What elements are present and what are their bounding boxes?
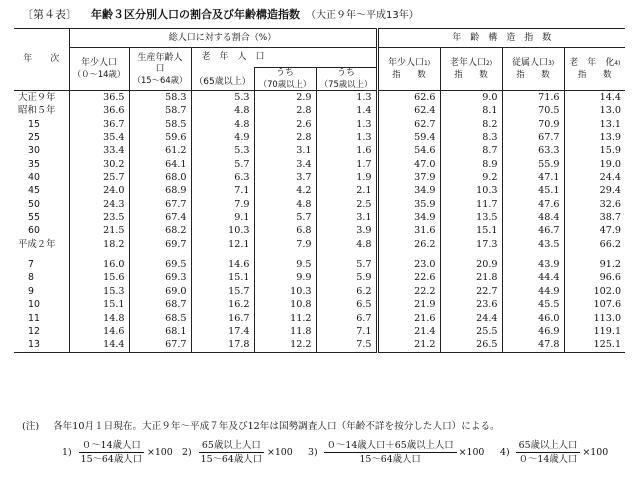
numerator: ０〜14歳人口 [79,439,144,453]
share-group-header: 総人口に対する割合（%） [69,29,377,48]
year-cell: 30 [28,145,40,157]
idx-young-label: 年少人口 [387,58,424,68]
idx-old-header [440,48,502,91]
idx-old-label: 老年人口 [449,58,486,68]
formula-2 [182,434,293,470]
value-cell: 45.1 [502,184,564,197]
denominator: 15〜64歳人口 [359,453,421,465]
spacer-cell [129,251,191,258]
table-row [14,104,625,117]
denominator: 15〜64歳人口 [80,453,142,465]
value-cell: 17.4 [191,325,254,338]
value-cell: 22.6 [377,271,440,284]
spacer-cell [502,251,564,258]
year-cell: 7 [28,259,34,271]
year-cell: 45 [28,185,40,197]
year-header: 年 次 [14,29,69,91]
value-cell: 3.4 [254,158,316,171]
table-row [14,224,625,237]
value-cell: 22.2 [377,285,440,298]
value-cell: 70.9 [502,118,564,131]
value-cell: 12.1 [191,238,254,251]
year-cell: 15 [28,118,40,130]
value-cell: 2.8 [254,131,316,144]
year-cell: 平成２年 [18,238,56,250]
old70-label: うち [275,68,294,78]
value-cell: 9.2 [440,171,502,184]
value-cell: 16.7 [191,312,254,325]
value-cell: 47.1 [502,171,564,184]
working-header [129,48,201,91]
idx-old-sub: 指 数 [454,69,488,79]
value-cell: 36.5 [69,91,129,105]
footnote-text: 各年10月１日現在。大正９年〜平成７年及び12年は国勢調査人口（年齢不詳を按分した人口）による。 [53,421,500,432]
value-cell: 1.9 [316,171,377,184]
value-cell: 35.9 [377,198,440,211]
value-cell: 47.0 [377,158,440,171]
value-cell: 64.1 [129,158,191,171]
value-cell: 14.6 [191,258,254,271]
value-cell: 55.9 [502,158,564,171]
value-cell: 96.6 [564,271,625,284]
value-cell: 68.9 [129,184,191,197]
old75-label: うち [337,68,356,78]
value-cell: 5.7 [316,258,377,271]
table-row [14,298,625,311]
value-cell: 68.1 [129,325,191,338]
value-cell: 14.8 [69,312,129,325]
value-cell: 68.0 [129,171,191,184]
year-cell: 12 [28,325,40,337]
value-cell: 62.4 [377,104,440,117]
value-cell: 47.8 [502,338,564,352]
idx-aging-label: 老 年 化 [569,58,615,68]
value-cell: 34.9 [377,211,440,224]
value-cell: 37.9 [377,171,440,184]
table-row [14,171,625,184]
value-cell: 125.1 [564,338,625,352]
row-spacer [14,251,625,258]
value-cell: 3.9 [316,224,377,237]
value-cell: 21.5 [69,224,129,237]
table-period: （大正９年〜平成13年） [306,10,419,21]
idx-aging-note: 4) [614,60,621,67]
table-row [14,238,625,251]
value-cell: 69.0 [129,285,191,298]
value-cell: 21.9 [377,298,440,311]
value-cell: 21.4 [377,325,440,338]
value-cell: 31.6 [377,224,440,237]
value-cell: 59.4 [377,131,440,144]
idx-dep-label: 従属人口 [511,58,548,68]
old-header: 老 年 人 口 [191,48,377,68]
value-cell: 4.8 [191,118,254,131]
year-cell: 10 [28,299,40,311]
old75-header [316,68,377,91]
value-cell: 44.4 [502,271,564,284]
year-cell: 40 [28,172,40,184]
table-row [14,312,625,325]
value-cell: 58.3 [129,91,191,105]
value-cell: 8.1 [440,104,502,117]
year-cell: 11 [28,312,40,324]
multiplier: ×100 [146,446,173,458]
value-cell: 5.3 [191,144,254,157]
table-row [14,158,625,171]
value-cell: 15.1 [440,224,502,237]
value-cell: 7.9 [254,238,316,251]
value-cell: 4.8 [191,104,254,117]
value-cell: 9.0 [440,91,502,105]
table-row [14,338,625,352]
denominator: ０〜14歳人口 [518,453,578,465]
table-number: 〔第４表〕 [22,8,77,21]
fraction [198,439,265,466]
value-cell: 62.6 [377,91,440,105]
year-cell: 9 [28,285,34,297]
year-cell: 8 [28,272,34,284]
formula-index: 1) [62,446,72,458]
table-main-title: 年齢３区分別人口の割合及び年齢構造指数 [91,8,300,21]
value-cell: 21.2 [377,338,440,352]
value-cell: 2.8 [254,104,316,117]
value-cell: 6.2 [316,285,377,298]
value-cell: 2.6 [254,118,316,131]
value-cell: 26.5 [440,338,502,352]
value-cell: 67.7 [129,338,191,352]
value-cell: 71.6 [502,91,564,105]
value-cell: 58.5 [129,118,191,131]
value-cell: 1.3 [316,91,377,105]
value-cell: 15.6 [69,271,129,284]
formula-index: 2) [182,446,192,458]
value-cell: 23.5 [69,211,129,224]
value-cell: 9.1 [191,211,254,224]
table-row [14,118,625,131]
value-cell: 14.6 [69,325,129,338]
value-cell: 24.4 [564,171,625,184]
value-cell: 62.7 [377,118,440,131]
year-cell: 大正９年 [18,92,56,103]
idx-dep-note: 3) [547,60,555,67]
table-row [14,271,625,284]
value-cell: 10.3 [440,184,502,197]
value-cell: 4.9 [191,131,254,144]
table-body [14,91,625,353]
value-cell: 7.1 [191,184,254,197]
value-cell: 6.8 [254,224,316,237]
formula-4 [500,434,608,470]
value-cell: 34.9 [377,184,440,197]
value-cell: 14.4 [564,91,625,105]
value-cell: 38.7 [564,211,625,224]
spacer-cell [564,251,625,258]
idx-dep-header [502,48,564,91]
value-cell: 48.4 [502,211,564,224]
value-cell: 1.6 [316,144,377,157]
value-cell: 19.0 [564,158,625,171]
spacer-cell [254,251,316,258]
multiplier: ×100 [458,446,485,458]
value-cell: 15.3 [69,285,129,298]
denominator: 15〜64歳人口 [200,453,262,465]
year-cell: 昭和５年 [18,105,56,117]
value-cell: 6.5 [316,298,377,311]
value-cell: 44.9 [502,285,564,298]
value-cell: 1.7 [316,158,377,171]
value-cell: 12.2 [254,338,316,352]
value-cell: 25.7 [69,171,129,184]
value-cell: 69.7 [129,238,191,251]
year-cell: 13 [14,338,69,352]
value-cell: 17.3 [440,238,502,251]
value-cell: 18.2 [69,238,129,251]
value-cell: 13.5 [440,211,502,224]
value-cell: 30.2 [69,158,129,171]
table-title [22,6,419,22]
idx-young-header [377,48,440,91]
value-cell: 36.7 [69,118,129,131]
table-row [14,258,625,271]
formula-3 [308,434,484,470]
fraction [324,439,457,466]
value-cell: 23.6 [440,298,502,311]
spacer-cell [377,251,440,258]
value-cell: 54.6 [377,144,440,157]
spacer-cell [14,251,69,258]
spacer-cell [69,251,129,258]
value-cell: 47.9 [564,224,625,237]
value-cell: 15.9 [564,144,625,157]
value-cell: 6.3 [191,171,254,184]
old75-range: （75歳以上） [319,79,373,89]
population-table [14,28,625,353]
value-cell: 7.1 [316,325,377,338]
value-cell: 47.6 [502,198,564,211]
value-cell: 9.9 [254,271,316,284]
value-cell: 5.7 [254,211,316,224]
table-row [14,285,625,298]
young-label: 年少人口 [80,58,117,68]
table-row [14,184,625,197]
value-cell: 113.0 [564,312,625,325]
formula-1 [62,434,173,470]
value-cell: 46.0 [502,312,564,325]
multiplier: ×100 [582,446,609,458]
value-cell: 107.6 [564,298,625,311]
footnote-label: (注) [22,421,40,432]
spacer-cell [440,251,502,258]
numerator: 65歳以上人口 [199,439,264,453]
value-cell: 4.2 [254,184,316,197]
value-cell: 91.2 [564,258,625,271]
fraction [78,439,145,466]
value-cell: 17.8 [191,338,254,352]
value-cell: 68.5 [129,312,191,325]
value-cell: 7.5 [316,338,377,352]
working-range: （15〜64歳） [132,74,188,85]
value-cell: 102.0 [564,285,625,298]
value-cell: 59.6 [129,131,191,144]
idx-aging-header [564,48,625,91]
value-cell: 15.1 [191,271,254,284]
value-cell: 1.4 [316,104,377,117]
value-cell: 66.2 [564,238,625,251]
value-cell: 35.4 [69,131,129,144]
value-cell: 3.7 [254,171,316,184]
index-group-header: 年 齢 構 造 指 数 [377,29,625,48]
value-cell: 1.3 [316,131,377,144]
value-cell: 2.1 [316,184,377,197]
year-cell: 35 [28,158,40,170]
value-cell: 61.2 [129,144,191,157]
table-row [14,325,625,338]
value-cell: 67.7 [502,131,564,144]
young-header [69,48,129,91]
value-cell: 10.3 [254,285,316,298]
value-cell: 45.5 [502,298,564,311]
value-cell: 36.6 [69,104,129,117]
value-cell: 24.0 [69,184,129,197]
value-cell: 15.1 [69,298,129,311]
value-cell: 4.8 [316,238,377,251]
value-cell: 6.7 [316,312,377,325]
old-range-header: （65歳以上） [191,68,254,91]
value-cell: 5.7 [191,158,254,171]
value-cell: 33.4 [69,144,129,157]
value-cell: 5.3 [191,91,254,105]
value-cell: 21.6 [377,312,440,325]
value-cell: 46.9 [502,325,564,338]
value-cell: 9.5 [254,258,316,271]
fraction [516,439,581,466]
value-cell: 68.7 [129,298,191,311]
value-cell: 67.4 [129,211,191,224]
old70-header [254,68,316,91]
value-cell: 70.5 [502,104,564,117]
year-cell: 60 [28,225,40,237]
value-cell: 119.1 [564,325,625,338]
formula-index: 4) [500,446,510,458]
value-cell: 67.7 [129,198,191,211]
table-row [14,211,625,224]
value-cell: 15.7 [191,285,254,298]
value-cell: 16.2 [191,298,254,311]
value-cell: 11.8 [254,325,316,338]
numerator: ０〜14歳人口＋65歳以上人口 [324,439,457,453]
value-cell: 25.5 [440,325,502,338]
value-cell: 26.2 [377,238,440,251]
index-formulas [22,434,632,470]
table-row [14,198,625,211]
old70-range: （70歳以上） [258,79,312,89]
value-cell: 3.1 [254,144,316,157]
year-cell: 25 [28,132,40,144]
value-cell: 14.4 [69,338,129,352]
value-cell: 29.4 [564,184,625,197]
value-cell: 24.4 [440,312,502,325]
value-cell: 69.5 [129,258,191,271]
value-cell: 58.7 [129,104,191,117]
value-cell: 2.5 [316,198,377,211]
idx-aging-sub: 指 数 [578,69,612,79]
value-cell: 24.3 [69,198,129,211]
spacer-cell [191,251,254,258]
value-cell: 8.7 [440,144,502,157]
value-cell: 10.3 [191,224,254,237]
value-cell: 10.8 [254,298,316,311]
value-cell: 22.7 [440,285,502,298]
value-cell: 1.3 [316,118,377,131]
value-cell: 21.8 [440,271,502,284]
value-cell: 8.3 [440,131,502,144]
value-cell: 23.0 [377,258,440,271]
value-cell: 32.6 [564,198,625,211]
value-cell: 13.9 [564,131,625,144]
idx-dep-sub: 指 数 [516,69,550,79]
formula-index: 3) [308,446,318,458]
idx-old-note: 2) [485,60,493,67]
value-cell: 4.8 [254,198,316,211]
multiplier: ×100 [266,446,293,458]
value-cell: 68.2 [129,224,191,237]
year-cell: 50 [28,198,40,210]
value-cell: 69.3 [129,271,191,284]
value-cell: 7.9 [191,198,254,211]
footnote [22,418,500,432]
value-cell: 20.9 [440,258,502,271]
value-cell: 63.3 [502,144,564,157]
spacer-cell [316,251,377,258]
value-cell: 3.1 [316,211,377,224]
value-cell: 13.0 [564,104,625,117]
table-row [14,91,625,105]
table-row [14,144,625,157]
value-cell: 43.5 [502,238,564,251]
idx-young-sub: 指 数 [392,69,426,79]
value-cell: 43.9 [502,258,564,271]
value-cell: 13.1 [564,118,625,131]
working-label: 生産年齢人 口 [137,52,201,74]
value-cell: 5.9 [316,271,377,284]
young-range: （０〜14歳） [72,69,126,79]
year-cell: 55 [28,212,40,224]
value-cell: 11.2 [254,312,316,325]
value-cell: 2.9 [254,91,316,105]
value-cell: 8.9 [440,158,502,171]
numerator: 65歳以上人口 [516,439,581,453]
value-cell: 46.7 [502,224,564,237]
value-cell: 11.7 [440,198,502,211]
value-cell: 16.0 [69,258,129,271]
idx-young-note: 1) [423,60,431,67]
table-row [14,131,625,144]
value-cell: 8.2 [440,118,502,131]
